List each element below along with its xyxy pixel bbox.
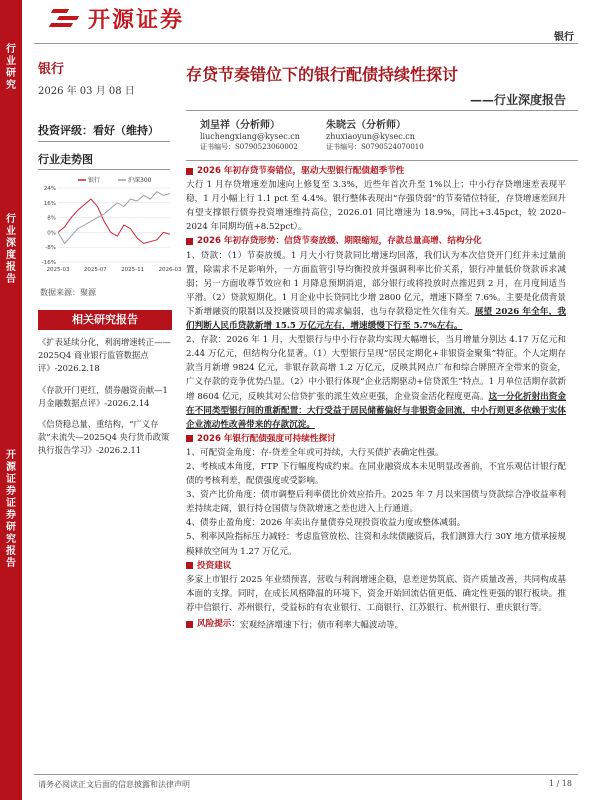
section-heading-text: 2026 年银行配债强度可持续性探讨 — [197, 433, 336, 444]
logo-mark-icon — [48, 7, 82, 29]
sidebar-label-research: 行业研究 — [6, 44, 16, 91]
risk-text: 宏观经济增速下行；债市利率大幅波动等。 — [239, 620, 404, 631]
related-item[interactable]: 《信贷稳总量、重结构，“广义存款”未流失—2025Q4 央行货币政策执行报告学习》-2026.2.11 — [38, 419, 170, 456]
analyst-cert: 证书编号：S0790523060002 — [200, 143, 298, 151]
square-bullet-icon — [186, 168, 193, 175]
list-item: 4、债券止盈角度：2026 年卖出存量债券兑现投资收益力度或整体减弱。 — [186, 518, 466, 529]
paragraph-text: 1、贷款：（1）节奏放缓。1 月大小行贷款同比增速均回落，我们认为本次信贷开门红并未过量前置，除需求不足影响外，一方面监管引导均衡投放并强调利率比价关系，银行冲量低价贷款诉求减弱；另一方面收尊节效应和 1 月降息预期消退，部分银行或将投放时点推迟到 2 月，在月度间适当平滑。（2）贷款短期化。1 月企业中长贷同比少增 2800 亿元，增速下降至 7.6%。主要是化债背景下新增融资的限制以及投融资项目的需求偏弱，也与存款稳定性欠佳有关。 — [186, 250, 566, 317]
y-tick-label: 0% — [47, 230, 56, 237]
y-tick-label: 24% — [43, 186, 56, 192]
rating-divider — [38, 141, 170, 142]
section-heading-text: 投资建议 — [197, 560, 232, 571]
header-divider — [34, 43, 578, 44]
analyst-email[interactable]: zhuxiaoyun@kysec.cn — [326, 132, 415, 141]
square-bullet-icon — [186, 238, 193, 245]
legend-label: 银行 — [88, 177, 101, 184]
brand-logo — [48, 4, 184, 32]
y-tick-label: 16% — [43, 200, 56, 207]
paragraph — [186, 249, 566, 334]
paragraph-emphasis: 这一分化折射出资金在不同类型银行间的重新配置：大行受益于居民储蓄偏好与非银资金回流，中小行则更多依赖于实体企业流动性改善带来的存款沉淀。 — [186, 391, 566, 430]
section-heading-text: 2026 年初存贷节奏错位，驱动大型银行配债超季节性 — [197, 166, 405, 176]
title-divider — [186, 110, 578, 111]
y-tick-label: 8% — [47, 215, 56, 222]
footer-disclaimer[interactable]: 请务必阅读正文后面的信息披露和法律声明 — [38, 780, 190, 789]
analyst-email[interactable]: liuchengxiang@kysec.cn — [200, 132, 300, 141]
related-item[interactable]: 《扩表延续分化，利润增速转正——2025Q4 商业银行监管数据点评》-2026.2.18 — [38, 337, 171, 374]
page-title: 存贷节奏错位下的银行配债持续性探讨 — [186, 65, 459, 84]
chart-source: 数据来源：聚源 — [40, 288, 96, 297]
legend-label: 沪深300 — [128, 177, 152, 184]
y-tick-label: -16% — [41, 260, 56, 266]
x-tick-label: 2025-03 — [46, 267, 70, 273]
page-number: 1 / 18 — [548, 779, 572, 788]
section-heading — [186, 617, 240, 631]
related-research-header: 相关研究报告 — [38, 310, 172, 330]
paragraph-text: 2、存款：2026 年 1 月，大型银行与中小行存款均实现大幅增长，当月增量分别达 4.17 万亿元和 2.44 万亿元，但结构分化显著。（1）大型银行呈现“居民定期化+非银资金聚集”特征。个人定期存款当月新增 9824 亿元，非银存款高增 1.2 万亿元，反映其网点广布和综合牌照齐全带来的资金，广义存款的竞争优势凸显。（2）中小银行体现“企业活期驱动+信贷派生”特点。1 月单位活期存款新增 8604 亿元，反映其对公信贷扩张的派生效应更强，企业资金活化程度更高。 — [186, 335, 566, 402]
trend-divider — [38, 169, 170, 170]
trend-title: 行业走势图 — [38, 153, 93, 166]
report-type: ——行业深度报告 — [469, 93, 566, 107]
related-research-list — [38, 336, 172, 466]
y-tick-label: -8% — [45, 245, 56, 252]
list-item: 3、资产比价角度：债市调整后利率债比价效应抬升。2025 年 7 月以来国债与贷款综合净收益率利差持续走阔，银行持仓国债与贷款增速之差也进入上行通道。 — [186, 490, 566, 515]
analyst-card — [200, 120, 300, 153]
logo-text: 开源证券 — [88, 7, 185, 33]
sidebar-label-report-type: 行业深度报告 — [6, 214, 16, 285]
square-bullet-icon — [186, 621, 193, 628]
sidebar-strip — [0, 0, 22, 800]
square-bullet-icon — [186, 562, 193, 569]
list-item: 2、考核成本角度，FTP 下行幅度构成约束。在同业融资成本未见明显改善前，不宜乐观估计银行配债的考核利差，配债强度或受影响。 — [186, 461, 566, 487]
section-heading — [186, 432, 566, 446]
paragraph-emphasis: 展望 2026 年全年，我们判断人民币贷款新增 15.5 万亿元左右，增速缓慢下行至 5.7%左右。 — [186, 306, 566, 332]
section-heading-text: 2026 年初存贷形势：信贷节奏放缓、期限缩短，存款总量高增、结构分化 — [197, 236, 482, 247]
list-item: 1、可配资金角度：存-贷差全年或可持续，大行买债扩表确定性强。 — [186, 447, 444, 458]
x-tick-label: 2026-03 — [158, 267, 182, 273]
square-bullet-icon — [186, 435, 193, 442]
footer-divider — [34, 774, 578, 775]
section-heading — [186, 559, 566, 573]
report-date: 2026 年 03 月 08 日 — [38, 86, 135, 97]
section-heading-text: 风险提示： — [197, 619, 240, 629]
risk-warning — [186, 617, 566, 633]
section-heading — [186, 234, 566, 248]
list-item: 5、利率风险指标压力减轻：考虑监管放松、注资和永续债融资后，我们测算大行 30Y 地方债承接规模释放空间为 1.27 万亿元。 — [186, 532, 566, 557]
related-item[interactable]: 《存款开门更红，债券融资贡献—1月金融数据点评》-2026.2.14 — [38, 384, 168, 408]
paragraph: 多家上市银行 2025 年业绩预喜，营收与利润增速企稳，息差逆势筑底、资产质量改善，共同构成基本面的支撑。同时，在成长风格降温的环境下，资金开始回流估值更低、确定性更强的银行板块。推荐中信银行、苏州银行，受益标的有农业银行、工商银行、江苏银行、杭州银行、重庆银行等。 — [186, 574, 566, 613]
x-tick-label: 2025-11 — [121, 267, 145, 273]
paragraph — [186, 333, 566, 432]
section-heading — [186, 164, 566, 178]
analyst-cert: 证书编号：S0790524070010 — [326, 143, 424, 151]
sidebar-label-brand: 开源证券 证券研究报告 — [6, 450, 16, 569]
analyst-card — [326, 120, 424, 153]
x-tick-label: 2025-07 — [83, 267, 107, 273]
analyst-name: 刘呈祥（分析师） — [200, 120, 280, 131]
analyst-name: 朱晓云（分析师） — [326, 120, 406, 131]
industry-label: 银行 — [38, 62, 65, 77]
paragraph: 大行 1 月存贷增速差加速向上修复至 3.3%，近些年首次升至 1%以上；中小行存贷增速差表现平稳，1 月小幅上行 1.1 pct 至 4.4%。银行整体表现出“存强贷弱”的节奏错位特征，存贷增速差回升有望支撑银行债券投资增速维持高位，2026.01 同比增速为 18.9%，同比+3.45pct，较 2020–2024 年同期均值+8.52pct）。 — [186, 180, 566, 233]
trend-chart-svg — [34, 174, 182, 278]
report-body — [186, 164, 566, 633]
analyst-divider — [186, 160, 578, 161]
header-section-label: 银行 — [554, 32, 574, 43]
trend-chart — [34, 174, 182, 278]
investment-rating: 投资评级：看好（维持） — [38, 124, 159, 137]
